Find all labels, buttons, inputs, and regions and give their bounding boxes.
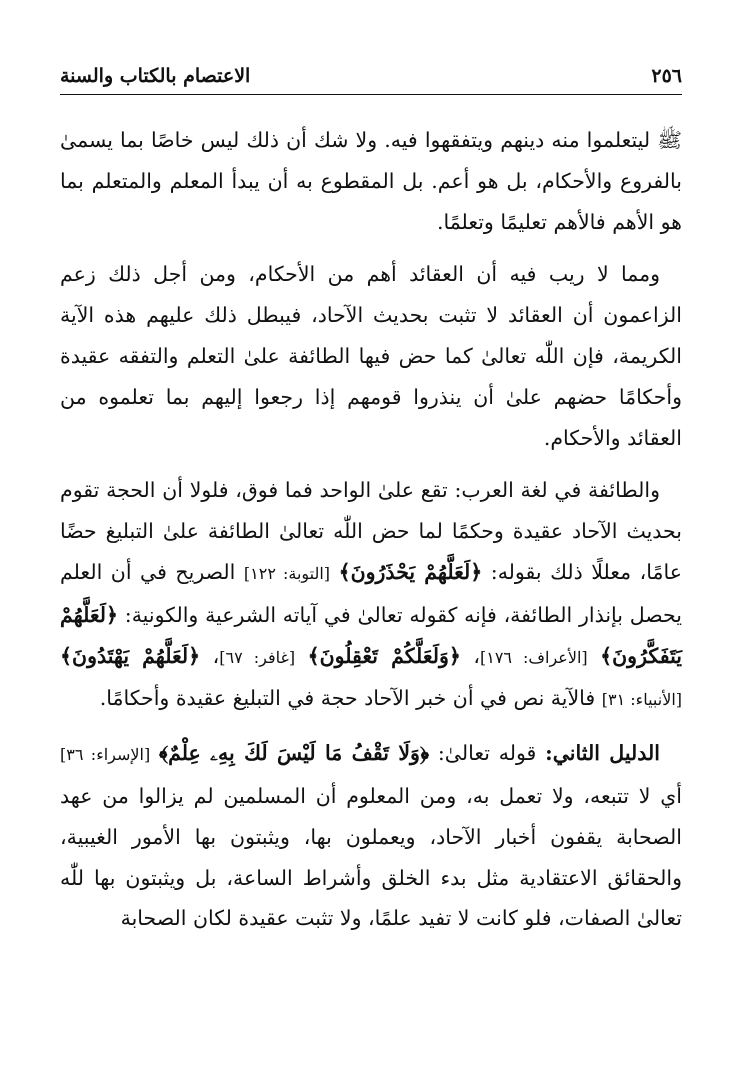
quran-verse: ﴿لَعَلَّهُمْ يَتَفَكَّرُونَ﴾: [60, 602, 682, 668]
verse-reference: [الإسراء: ٣٦]: [60, 745, 151, 765]
separator: ،: [473, 643, 480, 668]
paragraph-4-text-a: قوله تعالىٰ:: [437, 741, 537, 766]
page-number: ٢٥٦: [651, 65, 682, 87]
paragraph-4: [60, 733, 682, 939]
paragraph-3-text-b: الصريح في أن العلم يحصل بإنذار الطائفة، فإنه كقوله تعالىٰ في آياته الشرعية والكونية:: [60, 559, 682, 627]
paragraph-3-text-a: والطائفة في لغة العرب: تقع علىٰ الواحد فما فوق، فلولا أن الحجة تقوم بحديث الآحاد عقيدة وحكمًا لما حض اللّٰه تعالىٰ الطائفة علىٰ التبليغ حضًا عامًا، معللًا ذلك بقوله:: [60, 478, 682, 584]
quran-verse: ﴿لَعَلَّهُمْ يَحْذَرُونَ﴾: [338, 559, 483, 584]
header-divider: [60, 94, 682, 95]
verse-reference: [الأعراف: ١٧٦]: [479, 647, 588, 667]
page-header: [60, 60, 682, 92]
verse-reference: [الأنبياء: ٣١]: [601, 690, 682, 710]
verse-reference: [التوبة: ١٢٢]: [243, 563, 331, 583]
page-body: [60, 120, 682, 951]
verse-reference: [غافر: ٦٧]: [219, 647, 296, 667]
quran-verse: ﴿لَعَلَّهُمْ يَهْتَدُونَ﴾: [60, 643, 201, 668]
paragraph-3: [60, 470, 682, 721]
section-label: الدليل الثاني:: [545, 741, 660, 766]
paragraph-4-text-b: أي لا تتبعه، ولا تعمل به، ومن المعلوم أن المسلمين لم يزالوا من عهد الصحابة يقفون أخبار الآحاد، ويعملون بها، ويثبتون بها الأمور الغيبية، والحقائق الاعتقادية مثل بدء الخلق وأشراط الساعة، بل ويثبتون بها للّٰه تعالىٰ الصفات، فلو كانت لا تفيد علمًا، ولا تثبت عقيدة لكان الصحابة: [60, 783, 682, 931]
paragraph-2: ومما لا ريب فيه أن العقائد أهم من الأحكام، ومن أجل ذلك زعم الزاعمون أن العقائد لا تثبت بحديث الآحاد، فيبطل ذلك عليهم هذه الآية الكريمة، فإن اللّٰه تعالىٰ كما حض فيها الطائفة علىٰ التعلم والتفقه عقيدة وأحكامًا حضهم علىٰ أن ينذروا قومهم إذا رجعوا إليهم بما تعلموه من العقائد والأحكام.: [60, 262, 682, 450]
paragraph-1: ﷺ ليتعلموا منه دينهم ويتفقهوا فيه. ولا شك أن ذلك ليس خاصًا بما يسمىٰ بالفروع والأحكام، بل هو أعم. بل المقطوع به أن يبدأ المعلم والمتعلم بما هو الأهم فالأهم تعليمًا وتعلمًا.: [60, 128, 682, 234]
quran-verse: ﴿وَلَا تَقْفُ مَا لَيْسَ لَكَ بِهِۦ عِلْمٌ﴾: [159, 741, 430, 766]
separator: ،: [212, 643, 220, 668]
paragraph-3-text-c: فالآية نص في أن خبر الآحاد حجة في التبليغ عقيدة وأحكامًا.: [99, 686, 596, 711]
quran-verse: ﴿وَلَعَلَّكُمْ تَعْقِلُونَ﴾: [307, 643, 461, 668]
running-title: الاعتصام بالكتاب والسنة: [60, 65, 251, 87]
